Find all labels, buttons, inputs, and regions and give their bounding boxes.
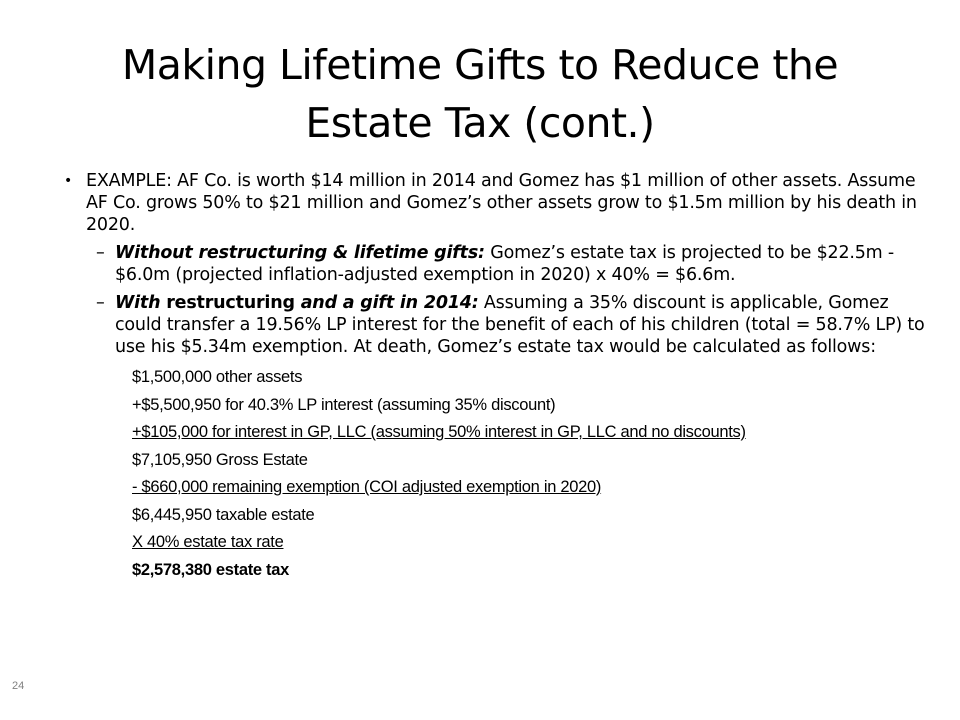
calc-total-line: $2,578,380 estate tax xyxy=(132,560,289,579)
dash-marker: – xyxy=(96,243,105,263)
calc-line: - $660,000 remaining exemption (COI adjusted exemption in 2020) xyxy=(132,478,602,496)
calc-line: $6,445,950 taxable estate xyxy=(132,505,315,524)
calc-line: $7,105,950 Gross Estate xyxy=(132,450,308,469)
scenario1-label: Without restructuring & lifetime gifts: xyxy=(115,243,485,263)
calc-line: X 40% estate tax rate xyxy=(132,533,284,551)
example-text: EXAMPLE: AF Co. is worth $14 million in 2014 and Gomez has $1 million of other assets. Assume AF Co. grows 50% to $21 million and Gomez’s other assets grow to $1.5m million by his death in 2020. xyxy=(86,171,917,235)
scenario1-text: Gomez’s estate tax is projected to be $22.5m - $6.0m (projected inflation-adjusted exemption in 2020) x 40% = $6.6m. xyxy=(115,243,895,285)
scenario-with-restructuring xyxy=(48,292,928,358)
calc-line: $1,500,000 other assets xyxy=(132,368,303,386)
scenario2-text: Assuming a 35% discount is applicable, Gomez could transfer a 19.56% LP interest for the benefit of each of his children (total = 58.7% LP) to use his $5.34m exemption. At death, Gomez’s estate tax would be calculated as follows: xyxy=(115,293,925,357)
scenario2-label-b: restructuring xyxy=(160,293,301,313)
example-bullet xyxy=(48,170,928,236)
scenario2-label-a: With xyxy=(115,293,161,313)
slide-title: Making Lifetime Gifts to Reduce the Estate Tax (cont.) xyxy=(121,41,839,147)
scenario-without-restructuring xyxy=(48,242,928,286)
dash-marker: – xyxy=(96,293,105,313)
page-number: 24 xyxy=(12,680,25,692)
estate-tax-calculation xyxy=(132,364,928,584)
bullet-marker: • xyxy=(64,173,73,189)
calc-line: +$105,000 for interest in GP, LLC (assuming 50% interest in GP, LLC and no discounts) xyxy=(132,423,746,441)
scenario2-label-c: and a gift in 2014: xyxy=(300,293,479,313)
calc-line: +$5,500,950 for 40.3% LP interest (assuming 35% discount) xyxy=(132,395,556,414)
slide-body xyxy=(48,170,928,584)
